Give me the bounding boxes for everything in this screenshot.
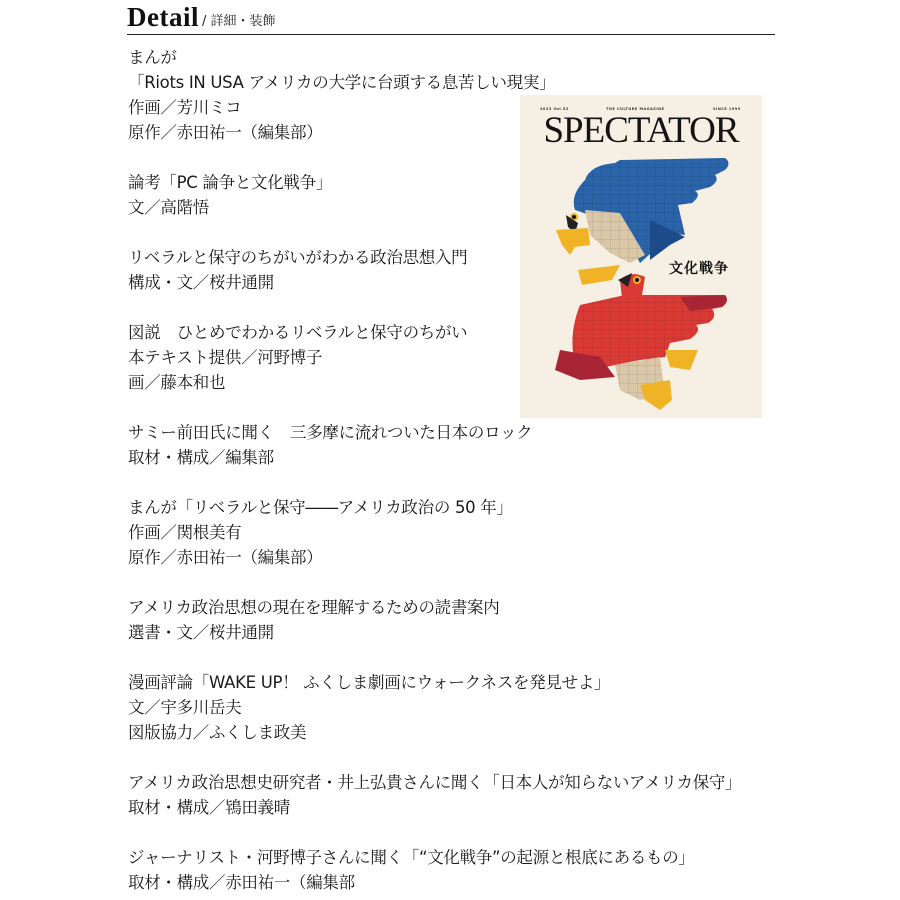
credit-line: アメリカ政治思想の現在を理解するための読書案内 xyxy=(128,598,500,617)
credit-line: リベラルと保守のちがいがわかる政治思想入門 xyxy=(128,248,468,267)
credit-line: 文／高階悟 xyxy=(128,198,210,217)
credit-line: 作画／関根美有 xyxy=(128,523,242,542)
credit-line: 画／藤本和也 xyxy=(128,373,226,392)
cover-since: SINCE 1999 xyxy=(713,107,741,111)
section-header xyxy=(127,0,775,35)
credit-line: 漫画評論「WAKE UP！ ふくしま劇画にウォークネスを発見せよ」 xyxy=(128,673,611,692)
credit-line: 図説 ひとめでわかるリベラルと保守のちがい xyxy=(128,323,468,342)
credit-line: ジャーナリスト・河野博子さんに聞く「“文化戦争”の起源と根底にあるもの」 xyxy=(128,848,695,867)
credit-line: 取材・構成／編集部 xyxy=(128,448,274,467)
spacer xyxy=(128,820,741,845)
credit-line: まんが「リベラルと保守――アメリカ政治の 50 年」 xyxy=(128,498,513,517)
credit-line: 本テキスト提供／河野博子 xyxy=(128,348,323,367)
credit-line: 取材・構成／赤田祐一（編集部 xyxy=(128,873,355,892)
credit-line: 文／宇多川岳夫 xyxy=(128,698,242,717)
spacer xyxy=(128,645,741,670)
credit-line: サミー前田氏に聞く 三多摩に流れついた日本のロック xyxy=(128,423,533,442)
spacer xyxy=(128,470,741,495)
cover-issue: 2023 Vol.52 xyxy=(540,107,569,111)
cover-headline: 文化戦争 xyxy=(669,261,729,277)
credit-line: 構成・文／桜井通開 xyxy=(128,273,274,292)
credit-line: 原作／赤田祐一（編集部） xyxy=(128,548,323,567)
cover-tagline: THE CULTURE MAGAZINE xyxy=(606,107,665,111)
magazine-cover-image xyxy=(520,95,762,418)
cover-logo: SPECTATOR xyxy=(543,110,739,151)
section-subtitle: / 詳細・装飾 xyxy=(202,14,276,29)
spacer xyxy=(128,745,741,770)
credit-line: 作画／芳川ミコ xyxy=(128,98,242,117)
red-bird-icon xyxy=(555,273,727,410)
credit-line: 取材・構成／鴇田義晴 xyxy=(128,798,291,817)
credit-line: 論考「PC 論争と文化戦争」 xyxy=(128,173,333,192)
credit-line: 図版協力／ふくしま政美 xyxy=(128,723,307,742)
credit-line: 「Riots IN USA アメリカの大学に台頭する息苦しい現実」 xyxy=(128,73,556,92)
spacer xyxy=(128,570,741,595)
credit-line: 選書・文／桜井通開 xyxy=(128,623,274,642)
credit-line: アメリカ政治思想史研究者・井上弘貴さんに聞く「日本人が知らないアメリカ保守」 xyxy=(128,773,742,792)
credit-line: まんが xyxy=(128,48,177,67)
section-title: Detail xyxy=(127,2,199,32)
credit-line: 原作／赤田祐一（編集部） xyxy=(128,123,323,142)
